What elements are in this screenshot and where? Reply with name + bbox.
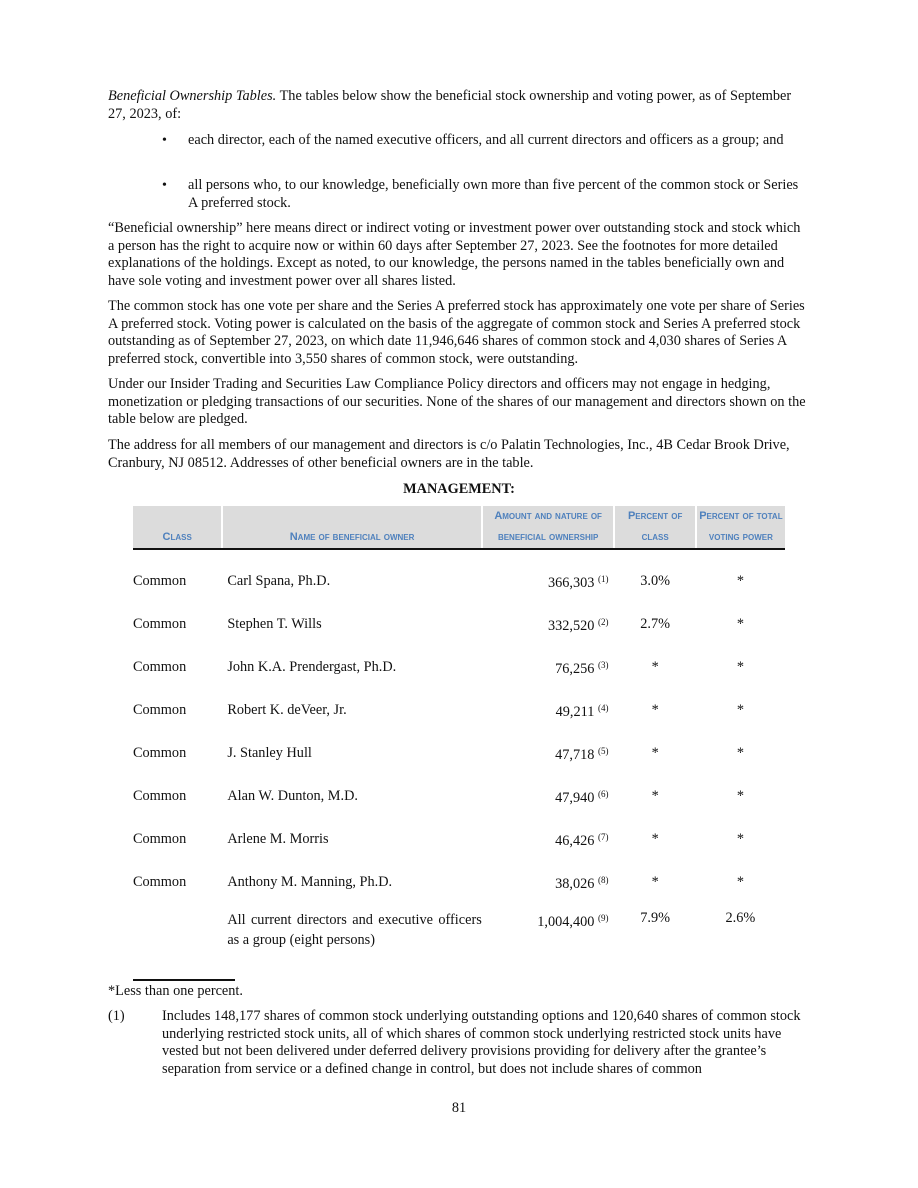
header-percent-class: Percent of class (614, 506, 695, 549)
amount-value: 366,303 (547, 574, 595, 591)
intro-paragraph (108, 88, 808, 123)
intro-lead: Beneficial Ownership Tables. (108, 88, 277, 104)
cell-voting-power: * (736, 572, 744, 589)
cell-name: J. Stanley Hull (227, 744, 312, 761)
amount-value: 1,004,400 (537, 914, 595, 930)
cell-name: Carl Spana, Ph.D. (227, 572, 331, 589)
cell-class: Common (133, 830, 187, 847)
cell-class: Common (133, 787, 187, 804)
cell-amount (482, 861, 615, 904)
cell-percent-class: * (651, 830, 659, 847)
bullet-icon: • (162, 178, 167, 193)
footnote-ref: (4) (597, 702, 609, 713)
cell-class: Common (133, 744, 187, 761)
footnote-text: Includes 148,177 shares of common stock underlying outstanding options and 120,640 shares of common stock underlying restricted stock units, all of which shares of common stock underlying restricted stock units have vested but not been delivered under deferred delivery provisions providing for delivery after the grantee’s separation from service or a defined change in control, but does not include shares of common (162, 1008, 801, 1077)
cell-voting-power: * (736, 744, 744, 761)
amount-value: 76,256 (555, 660, 595, 677)
table-row (133, 689, 785, 732)
less-than-note: *Less than one percent. (108, 983, 243, 999)
cell-percent-class: * (651, 658, 659, 675)
table-row (133, 775, 785, 818)
table-title: MANAGEMENT: (403, 481, 515, 497)
footnote-ref: (6) (597, 788, 609, 799)
table-row (133, 818, 785, 861)
header-voting-power: Percent of total voting power (696, 506, 785, 549)
cell-class: Common (133, 701, 187, 718)
table-header-row (133, 506, 785, 549)
cell-class: Common (133, 873, 187, 890)
cell-voting-power: * (736, 873, 744, 890)
footnote-ref: (9) (597, 913, 609, 923)
cell-class (133, 904, 222, 953)
paragraph: “Beneficial ownership” here means direct or indirect voting or investment power over outstanding stock and stock which a person has the right to acquire now or within 60 days after September 27, 2023. See the footnotes for more detailed explanations of the holdings. Except as noted, to our knowledge, the persons named in the tables beneficially own and have sole voting and investment power over all shares listed. (108, 220, 801, 289)
cell-amount (482, 775, 615, 818)
amount-value: 38,026 (555, 875, 595, 892)
cell-name: Robert K. deVeer, Jr. (227, 701, 347, 718)
header-class: Class (133, 506, 222, 549)
cell-name: Arlene M. Morris (227, 830, 329, 847)
cell-percent-class: 3.0% (640, 572, 671, 589)
cell-class: Common (133, 615, 187, 632)
paragraph: Under our Insider Trading and Securities Law Compliance Policy directors and officers may not engage in hedging, monetization or pledging transactions of our securities. None of the shares of our management and directors shown on the table below are pledged. (108, 376, 806, 427)
cell-class: Common (133, 572, 187, 589)
header-name: Name of beneficial owner (222, 506, 482, 549)
cell-voting-power: 2.6% (725, 910, 756, 926)
cell-voting-power: * (736, 701, 744, 718)
cell-name: Alan W. Dunton, M.D. (227, 787, 358, 804)
cell-name: Anthony M. Manning, Ph.D. (227, 873, 393, 890)
intro-text: The tables below show the beneficial stock ownership and voting power, as of September 27, 2023, of: (108, 88, 792, 122)
footnote-ref: (3) (597, 659, 609, 670)
cell-percent-class: 2.7% (640, 615, 671, 632)
paragraph: The address for all members of our management and directors is c/o Palatin Technologies, Inc., 4B Cedar Brook Drive, Cranbury, NJ 08512. Addresses of other beneficial owners are in the table. (108, 437, 790, 471)
cell-voting-power: * (736, 615, 744, 632)
footnote-ref: (5) (597, 745, 609, 756)
amount-value: 49,211 (555, 703, 595, 720)
cell-percent-class: * (651, 873, 659, 890)
cell-name: Stephen T. Wills (227, 615, 322, 632)
cell-class: Common (133, 658, 187, 675)
footnote-ref: (7) (597, 831, 609, 842)
cell-amount (482, 732, 615, 775)
table-row (133, 560, 785, 603)
cell-amount (482, 818, 615, 861)
cell-percent-class: 7.9% (640, 910, 671, 926)
cell-voting-power: * (736, 830, 744, 847)
footnote-rule (133, 979, 235, 981)
table-row (133, 603, 785, 646)
amount-value: 47,718 (555, 746, 595, 763)
table-row (133, 732, 785, 775)
table-row (133, 904, 785, 953)
cell-voting-power: * (736, 787, 744, 804)
amount-value: 332,520 (547, 617, 595, 634)
cell-name: All current directors and executive officers as a group (eight persons) (227, 912, 482, 948)
cell-percent-class: * (651, 701, 659, 718)
footnote-number: (1) (108, 1008, 125, 1024)
footnote-ref: (8) (597, 874, 609, 885)
bullet-item: each director, each of the named executive officers, and all current directors and officers as a group; and (188, 132, 784, 148)
table-row (133, 861, 785, 904)
amount-value: 47,940 (555, 789, 595, 806)
cell-amount (482, 904, 615, 953)
cell-name: John K.A. Prendergast, Ph.D. (227, 658, 397, 675)
bullet-item: all persons who, to our knowledge, beneficially own more than five percent of the common stock or Series A preferred stock. (188, 177, 799, 211)
footnote-ref: (1) (597, 573, 609, 584)
amount-value: 46,426 (555, 832, 595, 849)
cell-amount (482, 603, 615, 646)
bullet-icon: • (162, 133, 167, 148)
header-amount: Amount and nature of beneficial ownership (482, 506, 615, 549)
footnote-ref: (2) (597, 616, 609, 627)
paragraph: The common stock has one vote per share and the Series A preferred stock has approximately one vote per share of Series A preferred stock. Voting power is calculated on the basis of the aggregate of common stock and Series A preferred stock outstanding as of September 27, 2023, on which date 11,946,646 shares of common stock and 4,030 shares of Series A preferred stock, convertible into 3,550 shares of common stock, were outstanding. (108, 298, 805, 367)
management-table (133, 506, 785, 953)
cell-voting-power: * (736, 658, 744, 675)
cell-amount (482, 689, 615, 732)
cell-percent-class: * (651, 787, 659, 804)
cell-amount (482, 646, 615, 689)
cell-percent-class: * (651, 744, 659, 761)
cell-amount (482, 560, 615, 603)
table-row (133, 646, 785, 689)
page-number: 81 (451, 1100, 467, 1116)
